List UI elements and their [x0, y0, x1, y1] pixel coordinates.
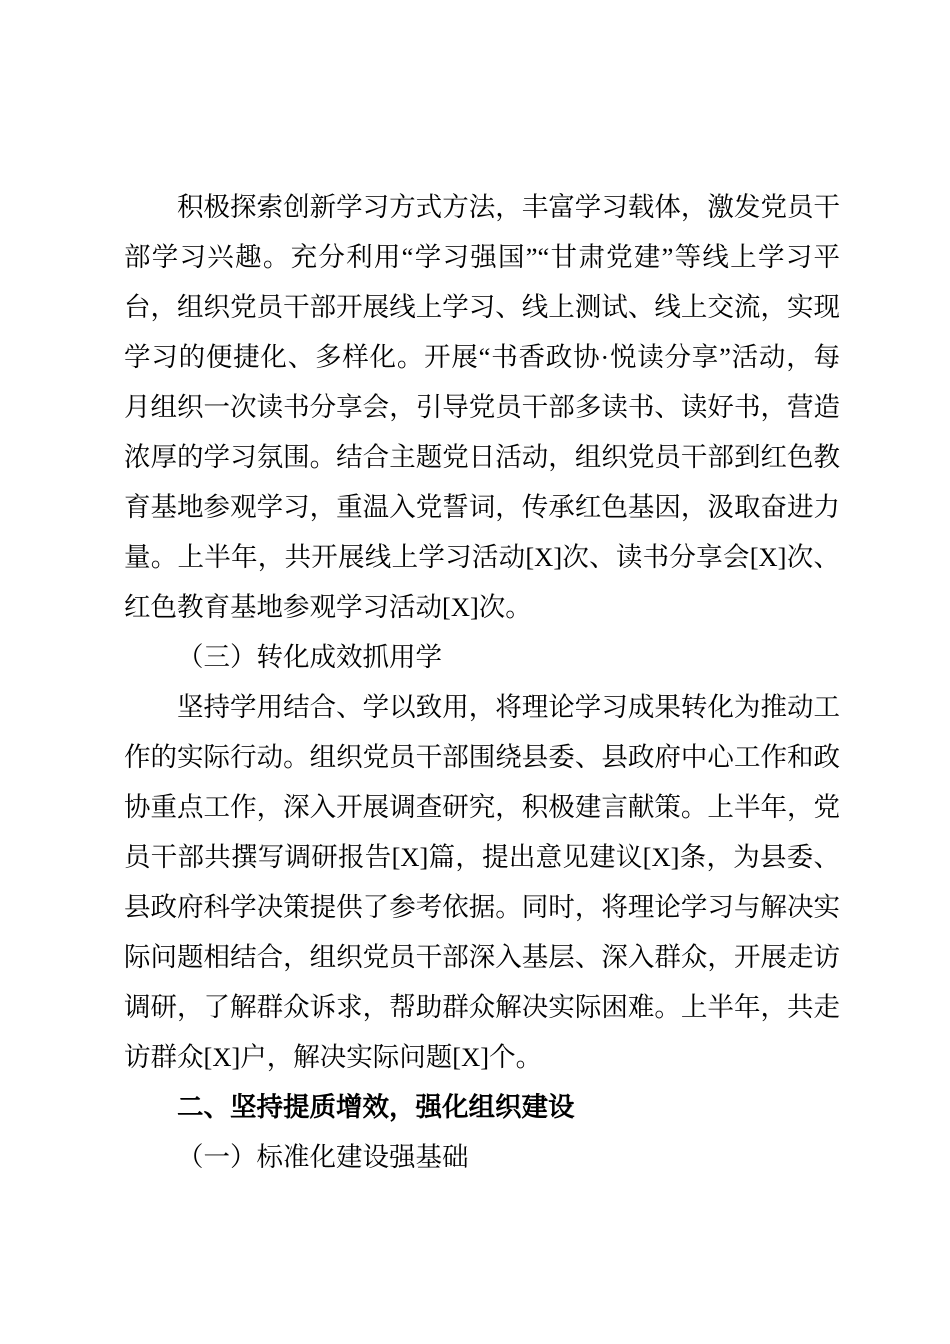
heading-section-one-standardization: （一）标准化建设强基础	[177, 1142, 469, 1172]
paragraph-innovative-learning-methods: 积极探索创新学习方式方法，丰富学习载体，激发党员干部学习兴趣。充分利用“学习强国”“甘肃党建”等线上学习平台，组织党员干部开展线上学习、线上测试、线上交流，实现学习的便捷化、多样化。开展“书香政协·悦读分享”活动，每月组织一次读书分享会，引导党员干部多读书、读好书，营造浓厚的学习氛围。结合主题党日活动，组织党员干部到红色教育基地参观学习，重温入党誓词，传承红色基因，汲取奋进力量。上半年，共开展线上学习活动[X]次、读书分享会[X]次、红色教育基地参观学习活动[X]次。	[124, 192, 840, 622]
heading-part-two-organization-building: 二、坚持提质增效，强化组织建设	[177, 1092, 575, 1122]
heading-section-three-transform-results: （三）转化成效抓用学	[177, 642, 442, 672]
paragraph-apply-study-results: 坚持学用结合、学以致用，将理论学习成果转化为推动工作的实际行动。组织党员干部围绕县委、县政府中心工作和政协重点工作，深入开展调查研究，积极建言献策。上半年，党员干部共撰写调研报告[X]篇，提出意见建议[X]条，为县委、县政府科学决策提供了参考依据。同时，将理论学习与解决实际问题相结合，组织党员干部深入基层、深入群众，开展走访调研，了解群众诉求，帮助群众解决实际困难。上半年，共走访群众[X]户，解决实际问题[X]个。	[124, 692, 840, 1072]
document-body	[124, 182, 840, 1182]
